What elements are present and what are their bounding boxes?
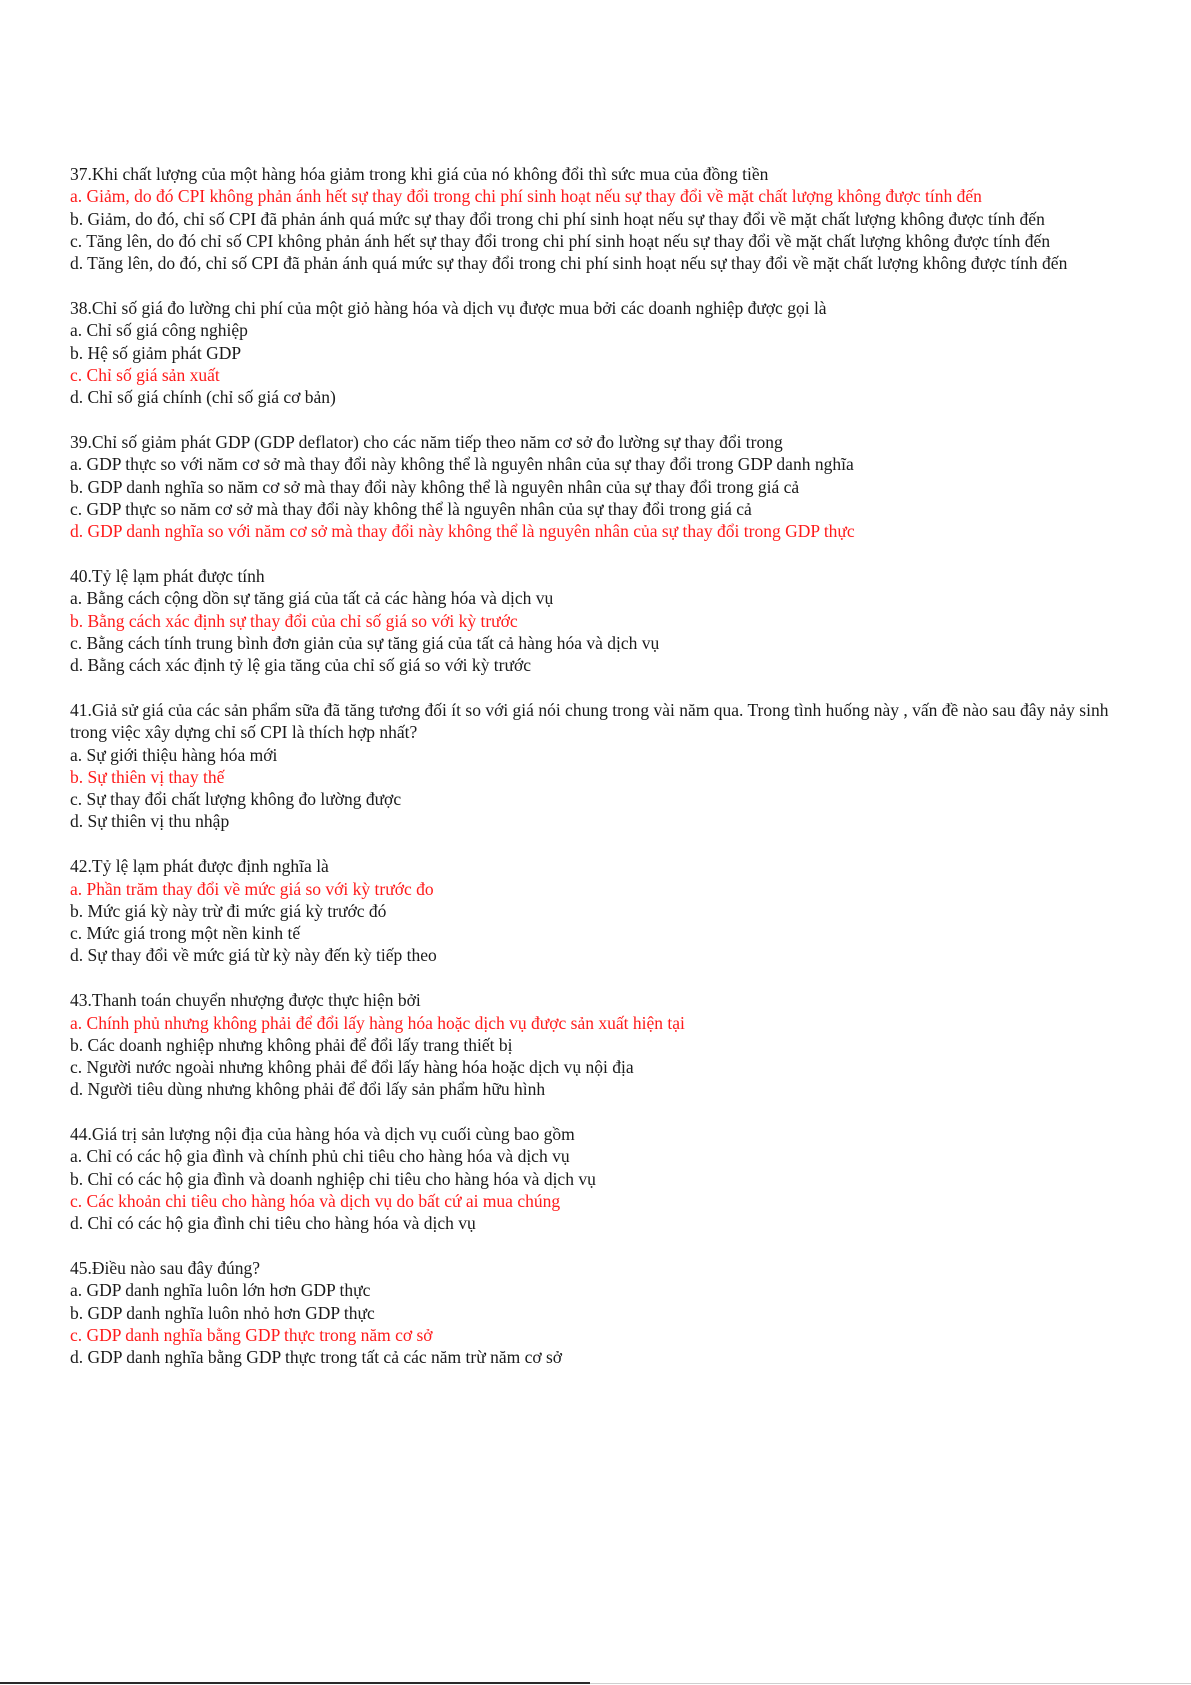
answer-option-b: b. GDP danh nghĩa luôn nhỏ hơn GDP thực (70, 1302, 375, 1323)
answer-option-d: d. GDP danh nghĩa so với năm cơ sở mà thay đổi này không thể là nguyên nhân của sự thay đổi trong GDP thực (70, 521, 855, 542)
question-block-37 (70, 163, 1130, 274)
answer-option-a: a. GDP thực so với năm cơ sở mà thay đổi này không thể là nguyên nhân của sự thay đổi trong GDP danh nghĩa (70, 454, 854, 475)
answer-option-b: b. Các doanh nghiệp nhưng không phải để đổi lấy trang thiết bị (70, 1034, 513, 1055)
answer-option-a: a. Chính phủ nhưng không phải để đổi lấy hàng hóa hoặc dịch vụ được sản xuất hiện tại (70, 1012, 685, 1033)
question-text: 44.Giá trị sản lượng nội địa của hàng hóa và dịch vụ cuối cùng bao gồm (70, 1124, 575, 1145)
answer-option-d: d. Chỉ có các hộ gia đình chi tiêu cho hàng hóa và dịch vụ (70, 1213, 476, 1234)
question-block-44 (70, 1123, 1130, 1234)
answer-option-a: a. Sự giới thiệu hàng hóa mới (70, 744, 278, 765)
answer-option-d: d. Chỉ số giá chính (chỉ số giá cơ bản) (70, 387, 336, 408)
answer-option-c: c. Các khoản chi tiêu cho hàng hóa và dịch vụ do bất cứ ai mua chúng (70, 1191, 561, 1212)
answer-option-b: b. Mức giá kỳ này trừ đi mức giá kỳ trước đó (70, 900, 387, 921)
question-text: 41.Giả sử giá của các sản phẩm sữa đã tăng tương đối ít so với giá nói chung trong vài năm qua. Trong tình huống này , vấn đề nào sau đây nảy sinh trong việc xây dựng chỉ số CPI là thích hợp nhất? (70, 699, 1109, 743)
answer-option-c: c. Tăng lên, do đó chỉ số CPI không phản ánh hết sự thay đổi trong chi phí sinh hoạt nếu sự thay đổi về mặt chất lượng không được tính đến (70, 230, 1051, 251)
answer-option-b: b. Chỉ có các hộ gia đình và doanh nghiệp chi tiêu cho hàng hóa và dịch vụ (70, 1168, 596, 1189)
question-block-45 (70, 1257, 1130, 1368)
question-text: 39.Chỉ số giảm phát GDP (GDP deflator) cho các năm tiếp theo năm cơ sở đo lường sự thay đổi trong (70, 431, 783, 452)
question-text: 37.Khi chất lượng của một hàng hóa giảm trong khi giá của nó không đổi thì sức mua của đồng tiền (70, 164, 769, 184)
answer-option-a: a. Chỉ số giá công nghiệp (70, 320, 248, 341)
answer-option-a: a. Bằng cách cộng dồn sự tăng giá của tất cả các hàng hóa và dịch vụ (70, 588, 554, 609)
question-text: 43.Thanh toán chuyển nhượng được thực hiện bởi (70, 990, 421, 1011)
question-block-41 (70, 699, 1130, 833)
question-block-42 (70, 855, 1130, 966)
answer-option-d: d. Sự thiên vị thu nhập (70, 811, 230, 832)
answer-option-b: b. Hệ số giảm phát GDP (70, 342, 242, 363)
answer-option-a: a. Giảm, do đó CPI không phản ánh hết sự thay đổi trong chi phí sinh hoạt nếu sự thay đổi về mặt chất lượng không được tính đến (70, 186, 982, 207)
footer-divider-faint (590, 1683, 1191, 1684)
question-text: 42.Tỷ lệ lạm phát được định nghĩa là (70, 856, 329, 877)
answer-option-c: c. Mức giá trong một nền kinh tế (70, 923, 301, 944)
document-page (70, 163, 1130, 1391)
answer-option-b: b. Sự thiên vị thay thế (70, 766, 225, 787)
answer-option-c: c. Người nước ngoài nhưng không phải để đổi lấy hàng hóa hoặc dịch vụ nội địa (70, 1057, 634, 1078)
answer-option-c: c. Bằng cách tính trung bình đơn giản của sự tăng giá của tất cả hàng hóa và dịch vụ (70, 632, 660, 653)
answer-option-d: d. Người tiêu dùng nhưng không phải để đổi lấy sản phẩm hữu hình (70, 1079, 546, 1100)
answer-option-c: c. GDP thực so năm cơ sở mà thay đổi này không thể là nguyên nhân của sự thay đổi trong giá cả (70, 498, 752, 519)
question-block-38 (70, 297, 1130, 408)
answer-option-d: d. Sự thay đổi về mức giá từ kỳ này đến kỳ tiếp theo (70, 945, 437, 966)
answer-option-b: b. Bằng cách xác định sự thay đổi của chỉ số giá so với kỳ trước (70, 610, 518, 631)
question-block-39 (70, 431, 1130, 542)
answer-option-d: d. Bằng cách xác định tỷ lệ gia tăng của chỉ số giá so với kỳ trước (70, 655, 531, 676)
answer-option-c: c. Sự thay đổi chất lượng không đo lường được (70, 789, 402, 810)
answer-option-c: c. GDP danh nghĩa bằng GDP thực trong năm cơ sở (70, 1325, 433, 1346)
answer-option-a: a. Chỉ có các hộ gia đình và chính phủ chi tiêu cho hàng hóa và dịch vụ (70, 1146, 570, 1167)
footer-divider (0, 1682, 590, 1684)
question-text: 45.Điều nào sau đây đúng? (70, 1258, 261, 1279)
question-text: 38.Chỉ số giá đo lường chi phí của một giỏ hàng hóa và dịch vụ được mua bởi các doanh nghiệp được gọi là (70, 297, 827, 318)
answer-option-a: a. Phần trăm thay đổi về mức giá so với kỳ trước đo (70, 878, 434, 899)
answer-option-b: b. Giảm, do đó, chỉ số CPI đã phản ánh quá mức sự thay đổi trong chi phí sinh hoạt nếu sự thay đổi về mặt chất lượng không được tính đến (70, 208, 1045, 229)
answer-option-b: b. GDP danh nghĩa so năm cơ sở mà thay đổi này không thể là nguyên nhân của sự thay đổi trong giá cả (70, 476, 800, 497)
answer-option-a: a. GDP danh nghĩa luôn lớn hơn GDP thực (70, 1280, 371, 1301)
question-block-43 (70, 989, 1130, 1100)
question-block-40 (70, 565, 1130, 676)
answer-option-d: d. GDP danh nghĩa bằng GDP thực trong tất cả các năm trừ năm cơ sở (70, 1347, 563, 1368)
answer-option-c: c. Chỉ số giá sản xuất (70, 364, 220, 385)
answer-option-d: d. Tăng lên, do đó, chỉ số CPI đã phản ánh quá mức sự thay đổi trong chi phí sinh hoạt nếu sự thay đổi về mặt chất lượng không được tính đến (70, 253, 1068, 274)
question-text: 40.Tỷ lệ lạm phát được tính (70, 565, 265, 586)
